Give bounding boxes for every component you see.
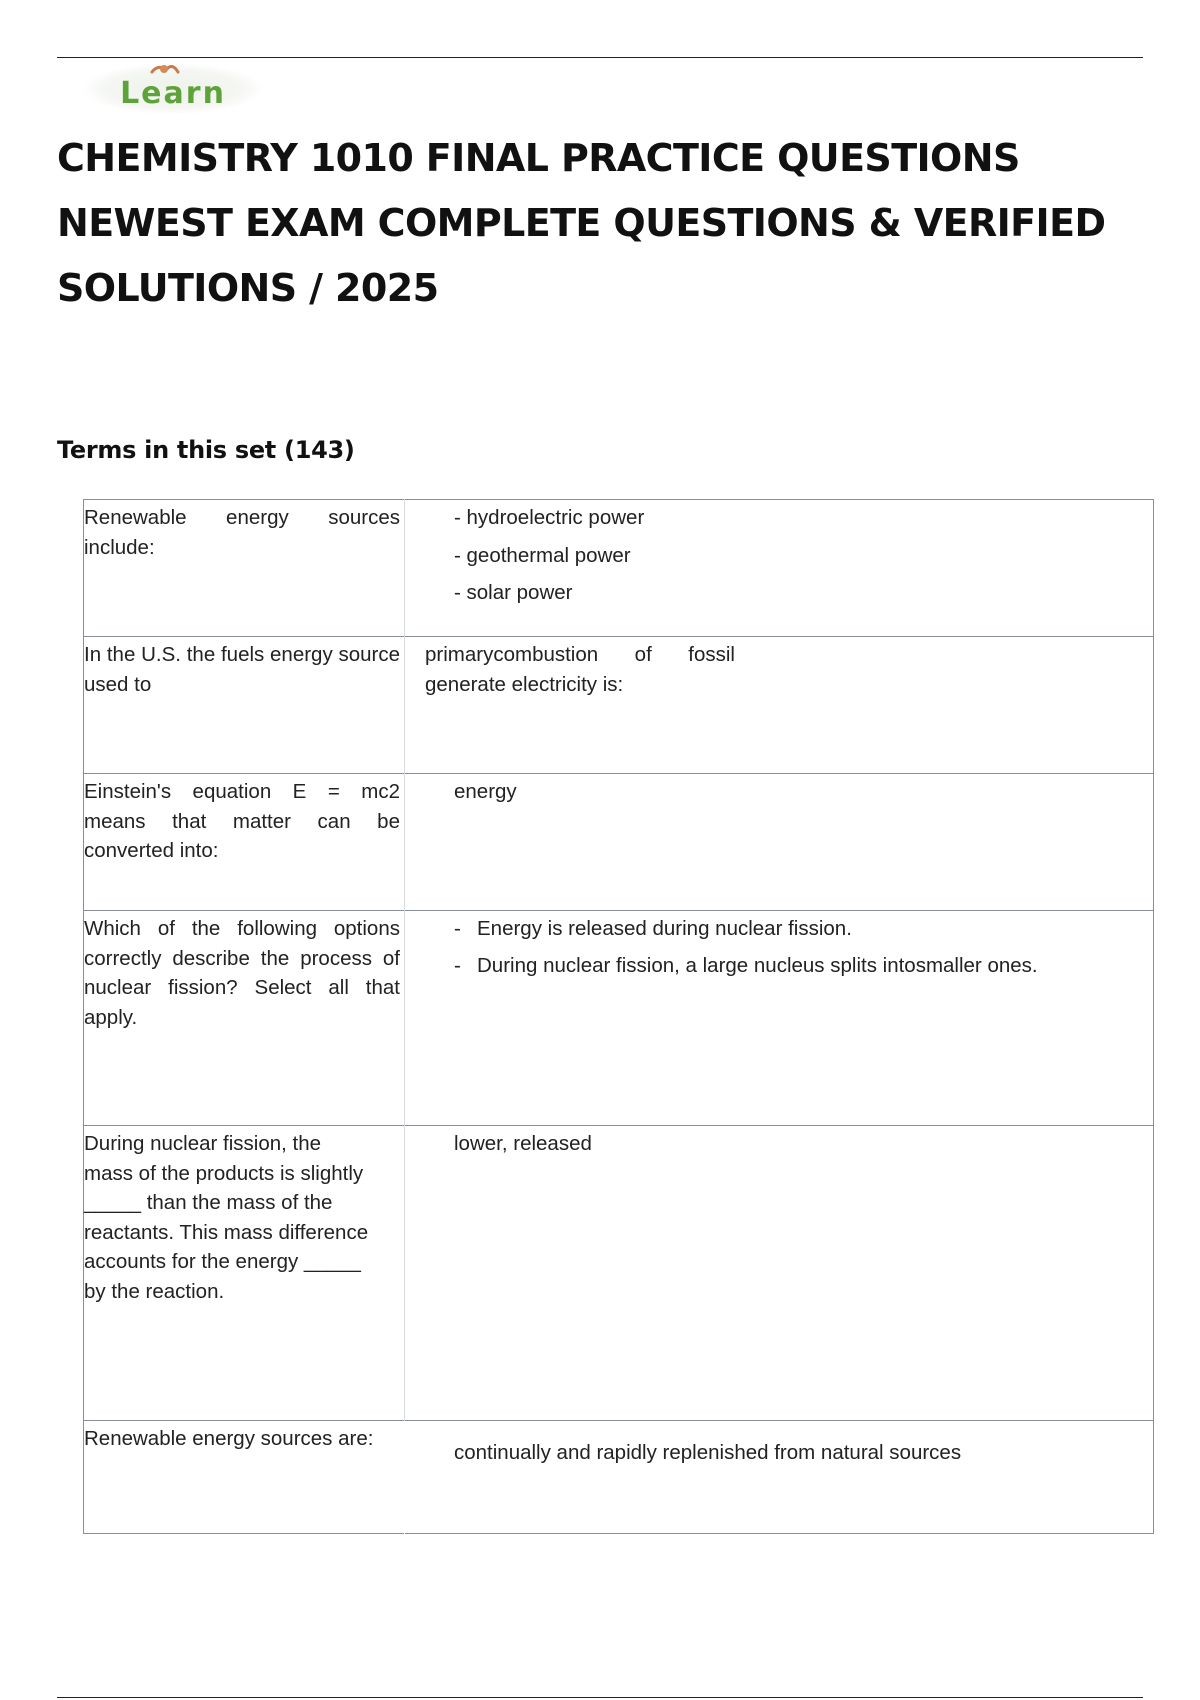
term-cell [84, 500, 405, 637]
definition-cell [405, 500, 1154, 637]
definition-cell [405, 1421, 1154, 1534]
learn-logo [78, 60, 268, 118]
definition-cell [405, 1126, 1154, 1421]
definition-list [454, 914, 1153, 980]
term-row [84, 637, 1154, 774]
term-row [84, 911, 1154, 1126]
learn-logo-text: Learn [120, 76, 226, 111]
term-cell [84, 911, 405, 1126]
term-text: Renewable energy sources include: [84, 506, 400, 559]
definition-item: - solar power [454, 581, 573, 604]
term-row [84, 774, 1154, 911]
term-text: Einstein's equation E = mc2 means that matter can be converted into: [84, 780, 400, 862]
term-text: Renewable energy sources are: [84, 1427, 374, 1450]
document-title [57, 126, 1147, 321]
term-row [84, 500, 1154, 637]
title-line-1: CHEMISTRY 1010 FINAL PRACTICE QUESTIONS [57, 136, 1020, 180]
definition-item-text: During nuclear fission, a large nucleus splits intosmaller ones. [477, 953, 1038, 977]
header-rule [57, 57, 1143, 58]
definition-item [454, 914, 1153, 944]
term-text: During nuclear fission, the mass of the products is slightly _____ than the mass of the reactants. This mass difference accounts for the energy _____ by the reaction. [84, 1132, 369, 1303]
definition-text: continually and rapidly replenished from natural sources [454, 1441, 962, 1464]
term-row [84, 1421, 1154, 1534]
definition-item [454, 951, 1153, 981]
definition-cell [405, 637, 1154, 774]
learn-logo-icon [78, 60, 268, 118]
footer-rule [57, 1697, 1143, 1698]
definition-text: primarycombustion of fossil generate electricity is: [425, 643, 735, 696]
definition-item: - hydroelectric power [454, 506, 645, 529]
definition-text: lower, released [454, 1132, 592, 1155]
term-cell [84, 637, 405, 774]
bullet-dash: - [454, 917, 461, 940]
title-line-2: NEWEST EXAM COMPLETE QUESTIONS & VERIFIED [57, 201, 1106, 245]
term-text: In the U.S. the fuels energy source used to [84, 643, 400, 696]
definition-text: energy [454, 780, 517, 803]
definition-list [454, 503, 1153, 608]
term-text: Which of the following options correctly describe the process of nuclear fission? Select all that apply. [84, 917, 400, 1029]
term-row [84, 1126, 1154, 1421]
bullet-dash: - [454, 953, 461, 977]
term-cell [84, 774, 405, 911]
definition-item: - geothermal power [454, 543, 631, 567]
terms-table [83, 499, 1154, 1534]
definition-item-text: Energy is released during nuclear fission. [477, 917, 852, 940]
terms-heading: Terms in this set (143) [57, 436, 355, 464]
term-cell [84, 1126, 405, 1421]
definition-cell [405, 911, 1154, 1126]
term-cell [84, 1421, 405, 1534]
definition-cell [405, 774, 1154, 911]
title-line-3: SOLUTIONS / 2025 [57, 266, 439, 310]
